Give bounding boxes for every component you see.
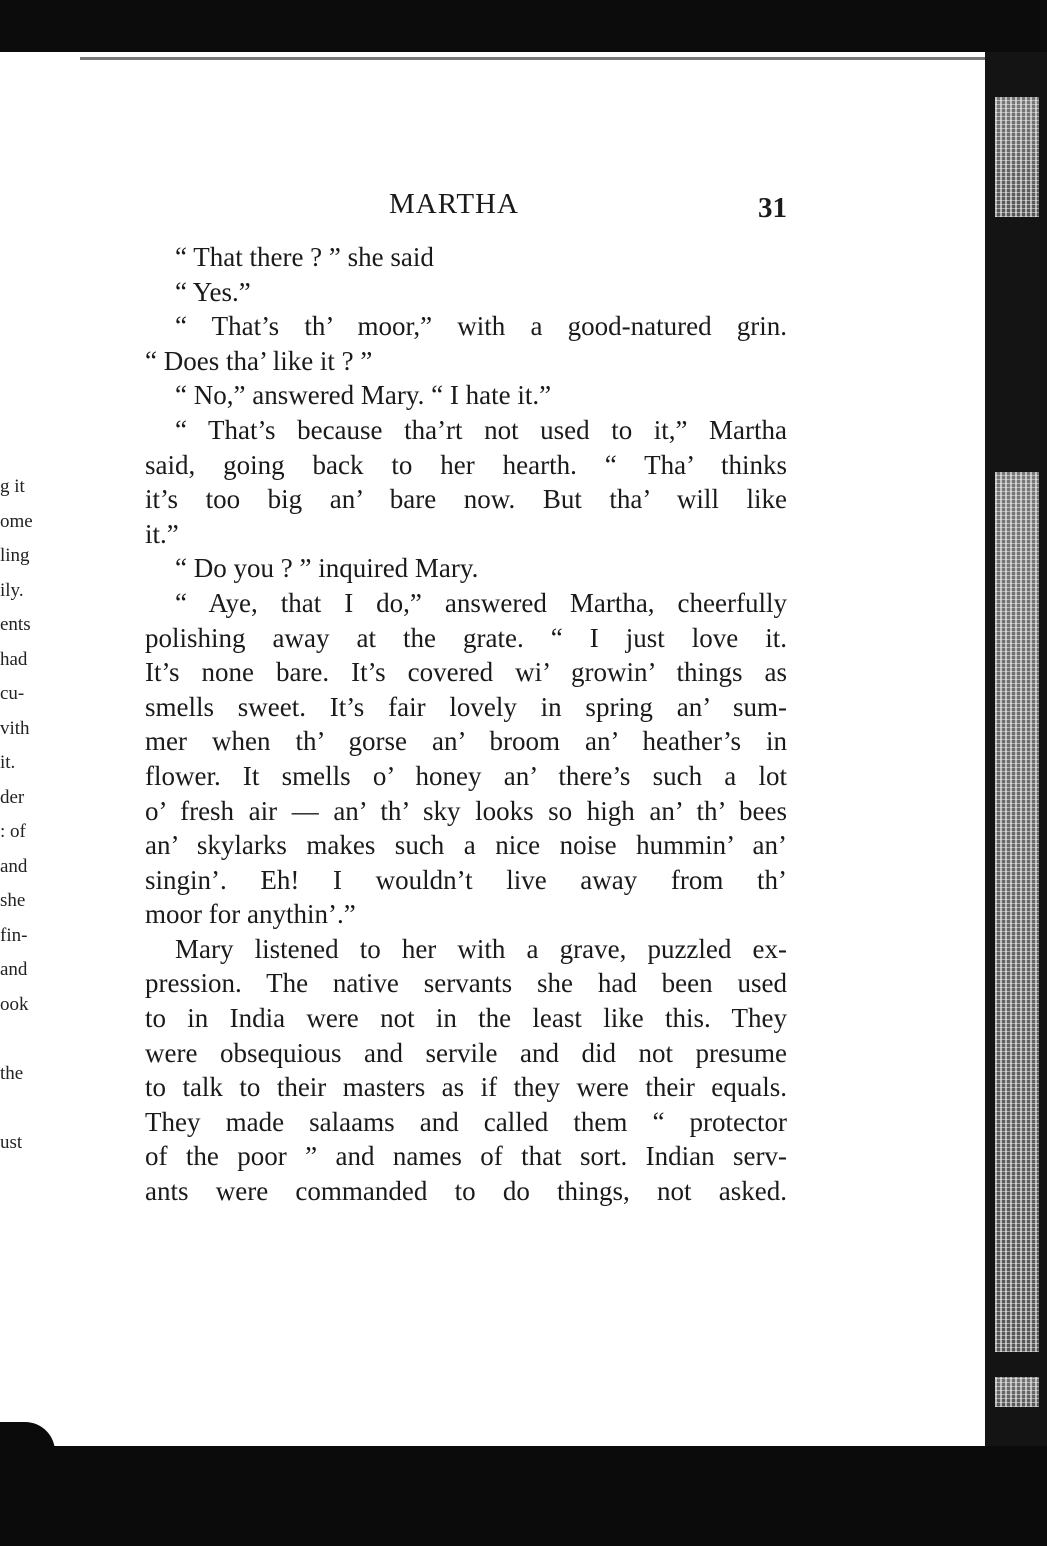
text-line: “ Yes.” (175, 276, 251, 307)
margin-fragment: the (0, 1062, 24, 1084)
text-line: ants were commanded to do things, not asked. (145, 1176, 787, 1207)
margin-fragment: cu- (0, 683, 25, 704)
margin-fragment: ook (0, 993, 29, 1015)
scan-noise (995, 1377, 1039, 1407)
body-text (145, 240, 787, 1209)
text-line: “ No,” answered Mary. “ I hate it.” (175, 380, 552, 411)
text-line: “ That’s th’ moor,” with a good-natured grin. (175, 311, 787, 342)
text-line: pression. The native servants she had been used (145, 968, 787, 999)
text-line: of the poor ” and names of that sort. Indian serv- (145, 1141, 787, 1172)
margin-fragment: : of (0, 821, 26, 842)
text-line: moor for anythin’.” (145, 899, 356, 930)
margin-fragment: g it (0, 476, 25, 497)
running-head (145, 188, 787, 228)
text-line: it.” (145, 518, 179, 549)
margin-fragment: ily. (0, 579, 24, 601)
text-line: “ Does tha’ like it ? ” (145, 345, 373, 376)
text-line: it’s too big an’ bare now. But tha’ will like (145, 484, 787, 515)
running-title: MARTHA (389, 188, 519, 220)
margin-fragment: and (0, 959, 28, 980)
text-line: to talk to their masters as if they were their equals. (145, 1072, 787, 1103)
margin-fragment: fin- (0, 924, 28, 946)
scan-bottom-edge (0, 1446, 1047, 1546)
page-number: 31 (758, 192, 787, 224)
text-line: They made salaams and called them “ protector (145, 1106, 787, 1137)
margin-fragment: der (0, 786, 25, 808)
scan-top-edge (0, 0, 1047, 52)
scan-noise (995, 97, 1039, 217)
margin-fragment: ling (0, 545, 30, 566)
text-line: smells sweet. It’s fair lovely in spring an’ sum- (145, 691, 787, 722)
text-line: polishing away at the grate. “ I just love it. (145, 622, 787, 653)
text-line: It’s none bare. It’s covered wi’ growin’ things as (145, 657, 787, 688)
text-line: were obsequious and servile and did not presume (145, 1037, 787, 1068)
margin-fragment: ome (0, 510, 33, 532)
text-line: o’ fresh air — an’ th’ sky looks so high an’ th’ bees (145, 795, 787, 826)
margin-fragment: it. (0, 752, 16, 773)
text-line: flower. It smells o’ honey an’ there’s such a lot (145, 760, 787, 791)
margin-fragment: had (0, 648, 28, 670)
text-line: said, going back to her hearth. “ Tha’ thinks (145, 449, 787, 480)
text-line: “ That there ? ” she said (175, 242, 434, 272)
margin-fragment: and (0, 855, 28, 877)
text-line: “ Do you ? ” inquired Mary. (175, 553, 479, 584)
scan-noise (995, 472, 1039, 1352)
text-line: singin’. Eh! I wouldn’t live away from th’ (145, 864, 787, 895)
text-line: “ That’s because tha’rt not used to it,” Martha (175, 414, 787, 445)
text-line: to in India were not in the least like this. They (145, 1003, 787, 1034)
scan-right-edge (985, 52, 1047, 1446)
margin-fragment: ust (0, 1131, 23, 1153)
facing-page-fragments (0, 470, 50, 1160)
margin-fragment: vith (0, 717, 30, 739)
margin-fragment: ents (0, 614, 31, 635)
text-line: Mary listened to her with a grave, puzzled ex- (175, 933, 787, 964)
text-line: “ Aye, that I do,” answered Martha, cheerfully (175, 587, 787, 618)
text-line: mer when th’ gorse an’ broom an’ heather’s in (145, 726, 787, 757)
text-line: an’ skylarks makes such a nice noise hummin’ an’ (145, 830, 787, 861)
margin-fragment: she (0, 890, 26, 911)
